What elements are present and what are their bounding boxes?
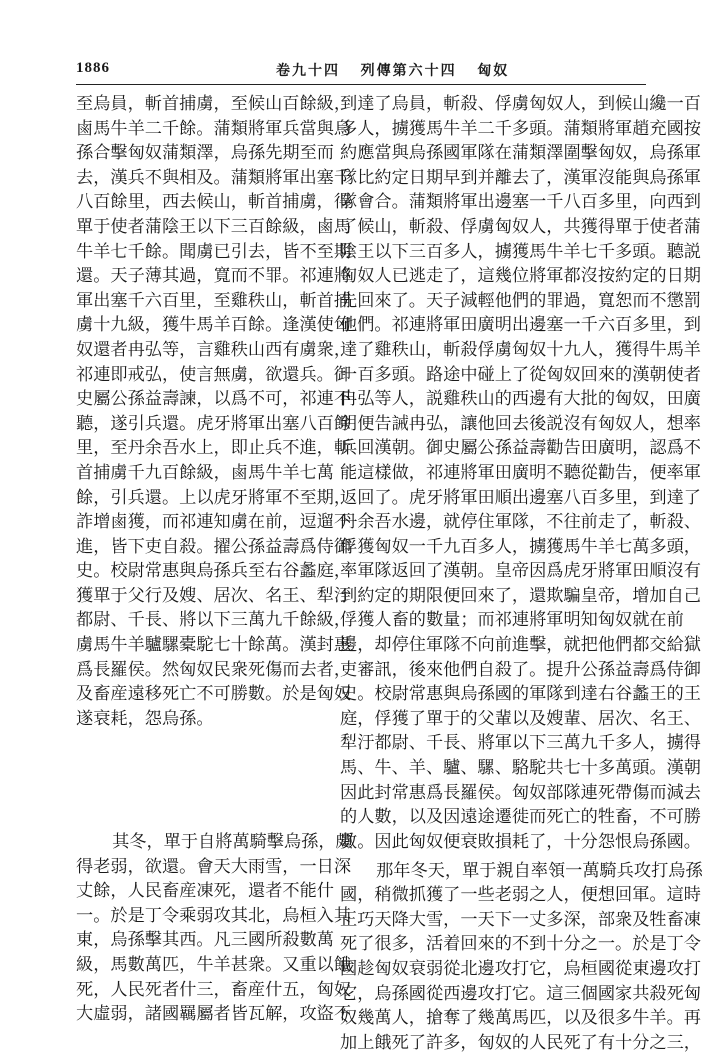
text-line: 爲長羅侯。然匈奴民衆死傷而去者， bbox=[76, 659, 352, 680]
text-line: 多人，擄獲馬牛羊二千多頭。蒲類將軍趙充國按 bbox=[340, 118, 701, 139]
text-line: 率軍隊返回了漢朝。皇帝因爲虎牙將軍田順沒有 bbox=[340, 561, 701, 582]
text-line: 進，皆下吏自殺。擢公孫益壽爲侍御 bbox=[76, 536, 352, 557]
classical-text-column-bottom bbox=[76, 830, 353, 1027]
text-line: 國，稍微抓獲了一些老弱之人，便想回軍。這時 bbox=[340, 885, 701, 906]
text-line: 俘獲人畜的數量；而祁連將軍明知匈奴就在前 bbox=[340, 610, 684, 631]
text-line: 軍出塞千六百里，至雞秩山，斬首捕 bbox=[76, 290, 352, 311]
text-line: 孫合擊匈奴蒲類澤，烏孫先期至而 bbox=[76, 143, 334, 164]
text-line: 到達了烏員，斬殺、俘虜匈奴人，到候山纔一百 bbox=[340, 94, 701, 114]
text-line: 丈餘，人民畜産凍死，還者不能什 bbox=[76, 881, 334, 902]
text-line: 至烏員，斬首捕虜，至候山百餘級， bbox=[76, 94, 352, 114]
text-line: 匈奴人已逃走了，這幾位將軍都沒按約定的日期 bbox=[340, 266, 701, 287]
text-line: 祁連即戒弘，使言無虜，欲還兵。御 bbox=[76, 364, 352, 385]
text-line: 聽，遂引兵還。虎牙將軍出塞八百餘 bbox=[76, 413, 352, 434]
text-line: 得老弱，欲還。會天大雨雪，一日深 bbox=[76, 856, 352, 877]
text-line: 奴幾萬人，搶奪了幾萬馬匹，以及很多牛羊。再 bbox=[340, 1008, 701, 1029]
text-line: 因此封常惠爲長羅侯。匈奴部隊連死帶傷而減去 bbox=[340, 782, 701, 803]
text-line: 能這樣做，祁連將軍田廣明不聽從勸告，便率軍 bbox=[340, 462, 701, 483]
text-line: 丹余吾水邊，就停住軍隊，不往前走了，斬殺、 bbox=[340, 512, 701, 533]
text-line: 達了雞秩山，斬殺俘虜匈奴十九人，獲得牛馬羊 bbox=[340, 339, 701, 360]
text-line: 鹵馬牛羊二千餘。蒲類將軍兵當與烏 bbox=[76, 118, 352, 139]
text-line: 八百餘里，西去候山，斬首捕虜，得 bbox=[76, 192, 352, 213]
text-line: 返回了。虎牙將軍田順出邊塞八百多里，到達了 bbox=[340, 487, 701, 508]
classical-text-column-top bbox=[76, 92, 352, 731]
text-line: 遂衰耗，怨烏孫。 bbox=[76, 708, 214, 729]
text-line: 隊比約定日期早到并離去了，漢軍沒能與烏孫軍 bbox=[340, 167, 701, 188]
text-line: 吏審訊，後來他們自殺了。提升公孫益壽爲侍御 bbox=[340, 659, 701, 680]
text-line: 加上餓死了許多，匈奴的人民死了有十分之三， bbox=[340, 1032, 701, 1053]
text-line: 先回來了。天子減輕他們的罪過，寬恕而不懲罰 bbox=[340, 290, 701, 311]
page-header bbox=[0, 0, 716, 92]
text-line: 那年冬天，單于親自率領一萬騎兵攻打烏孫 bbox=[376, 860, 703, 881]
text-line: 虜十九級，獲牛馬羊百餘。逢漢使匈 bbox=[76, 315, 352, 336]
text-line: 史。校尉常惠與烏孫兵至右谷蠡庭， bbox=[76, 561, 352, 582]
text-line: 級，馬數萬匹，牛羊甚衆。又重以餓 bbox=[76, 954, 352, 975]
text-line: 史。校尉常惠與烏孫國的軍隊到達右谷蠡王的王 bbox=[340, 684, 701, 705]
text-line: 及畜産遠移死亡不可勝數。於是匈奴 bbox=[76, 684, 352, 705]
text-line: 陰王以下三百多人，擄獲馬牛羊七千多頭。聽説 bbox=[340, 241, 701, 262]
text-line: 的人數，以及因遠途遷徙而死亡的牲畜，不可勝 bbox=[340, 807, 701, 828]
text-line: 犁汙都尉、千長、將軍以下三萬九千多人，擄得 bbox=[340, 733, 701, 754]
text-line: 國趁匈奴衰弱從北邊攻打它，烏桓國從東邊攻打 bbox=[340, 958, 701, 979]
text-line: 數。因此匈奴便衰敗損耗了，十分怨恨烏孫國。 bbox=[340, 831, 701, 852]
text-line: 一。於是丁令乘弱攻其北，烏桓入其 bbox=[76, 905, 352, 926]
text-line: 他們。祁連將軍田廣明出邊塞一千六百多里，到 bbox=[340, 315, 701, 336]
text-line: 邊，却停住軍隊不向前進擊，就把他們都交給獄 bbox=[340, 635, 701, 656]
text-line: 死了很多，活着回來的不到十分之一。於是丁令 bbox=[340, 934, 701, 955]
text-line: 隊會合。蒲類將軍出邊塞一千八百多里，向西到 bbox=[340, 192, 701, 213]
text-line: 馬、牛、羊、驢、騾、駱駝共七十多萬頭。漢朝 bbox=[340, 758, 701, 779]
text-line: 正巧天降大雪，一天下一丈多深，部衆及牲畜凍 bbox=[340, 909, 701, 930]
text-line: 到約定的期限便回來了，還欺騙皇帝，增加自己 bbox=[340, 585, 701, 606]
header-rule bbox=[76, 84, 646, 85]
text-line: 餘，引兵還。上以虎牙將軍不至期， bbox=[76, 487, 352, 508]
text-line: 俘獲匈奴一千九百多人，擄獲馬牛羊七萬多頭， bbox=[340, 536, 701, 557]
text-line: 它，烏孫國從西邊攻打它。這三個國家共殺死匈 bbox=[340, 983, 701, 1004]
text-line: 其冬，單于自將萬騎擊烏孫，頗 bbox=[112, 832, 353, 852]
text-line: 首捕虜千九百餘級，鹵馬牛羊七萬 bbox=[76, 462, 334, 483]
text-line: 里，至丹余吾水上，即止兵不進，斬 bbox=[76, 438, 352, 459]
text-line: 死，人民死者什三，畜産什五，匈奴 bbox=[76, 979, 352, 1000]
text-line: 明便告誡冉弘，讓他回去後説沒有匈奴人，想率 bbox=[340, 413, 701, 434]
text-line: 冉弘等人，説雞秩山的西邊有大批的匈奴，田廣 bbox=[340, 389, 701, 410]
text-line: 史屬公孫益壽諫，以爲不可，祁連不 bbox=[76, 389, 352, 410]
text-line: 東，烏孫擊其西。凡三國所殺數萬 bbox=[76, 930, 334, 951]
text-line: 約應當與烏孫國軍隊在蒲類澤圍擊匈奴，烏孫軍 bbox=[340, 143, 701, 164]
text-line: 奴還者冉弘等，言雞秩山西有虜衆， bbox=[76, 339, 352, 360]
text-line: 去，漢兵不與相及。蒲類將軍出塞千 bbox=[76, 167, 352, 188]
text-line: 獲單于父行及嫂、居次、名王、犁汙 bbox=[76, 585, 352, 606]
text-line: 了候山，斬殺、俘虜匈奴人，共獲得單于使者蒲 bbox=[340, 216, 701, 237]
translation-column-bottom bbox=[340, 859, 703, 1055]
text-line: 詐增鹵獲，而祁連知虜在前，逗遛不 bbox=[76, 512, 352, 533]
running-head: 卷九十四 列傳第六十四 匈奴 bbox=[276, 63, 510, 79]
text-line: 兵回漢朝。御史屬公孫益壽勸告田廣明，認爲不 bbox=[340, 438, 701, 459]
page-number: 1886 bbox=[76, 60, 110, 76]
text-line: 虜馬牛羊驢騾橐駝七十餘萬。漢封惠 bbox=[76, 635, 352, 656]
text-line: 庭，俘獲了單于的父輩以及嫂輩、居次、名王、 bbox=[340, 708, 701, 729]
text-line: 還。天子薄其過，寬而不罪。祁連將 bbox=[76, 266, 352, 287]
text-line: 牛羊七千餘。聞虜已引去，皆不至期 bbox=[76, 241, 352, 262]
text-line: 大虛弱，諸國羈屬者皆瓦解，攻盜不 bbox=[76, 1004, 352, 1025]
text-line: 都尉、千長、將以下三萬九千餘級， bbox=[76, 610, 352, 631]
text-line: 單于使者蒲陰王以下三百餘級，鹵馬 bbox=[76, 216, 352, 237]
translation-column-top bbox=[340, 92, 701, 854]
text-line: 一百多頭。路途中碰上了從匈奴回來的漢朝使者 bbox=[340, 364, 701, 385]
